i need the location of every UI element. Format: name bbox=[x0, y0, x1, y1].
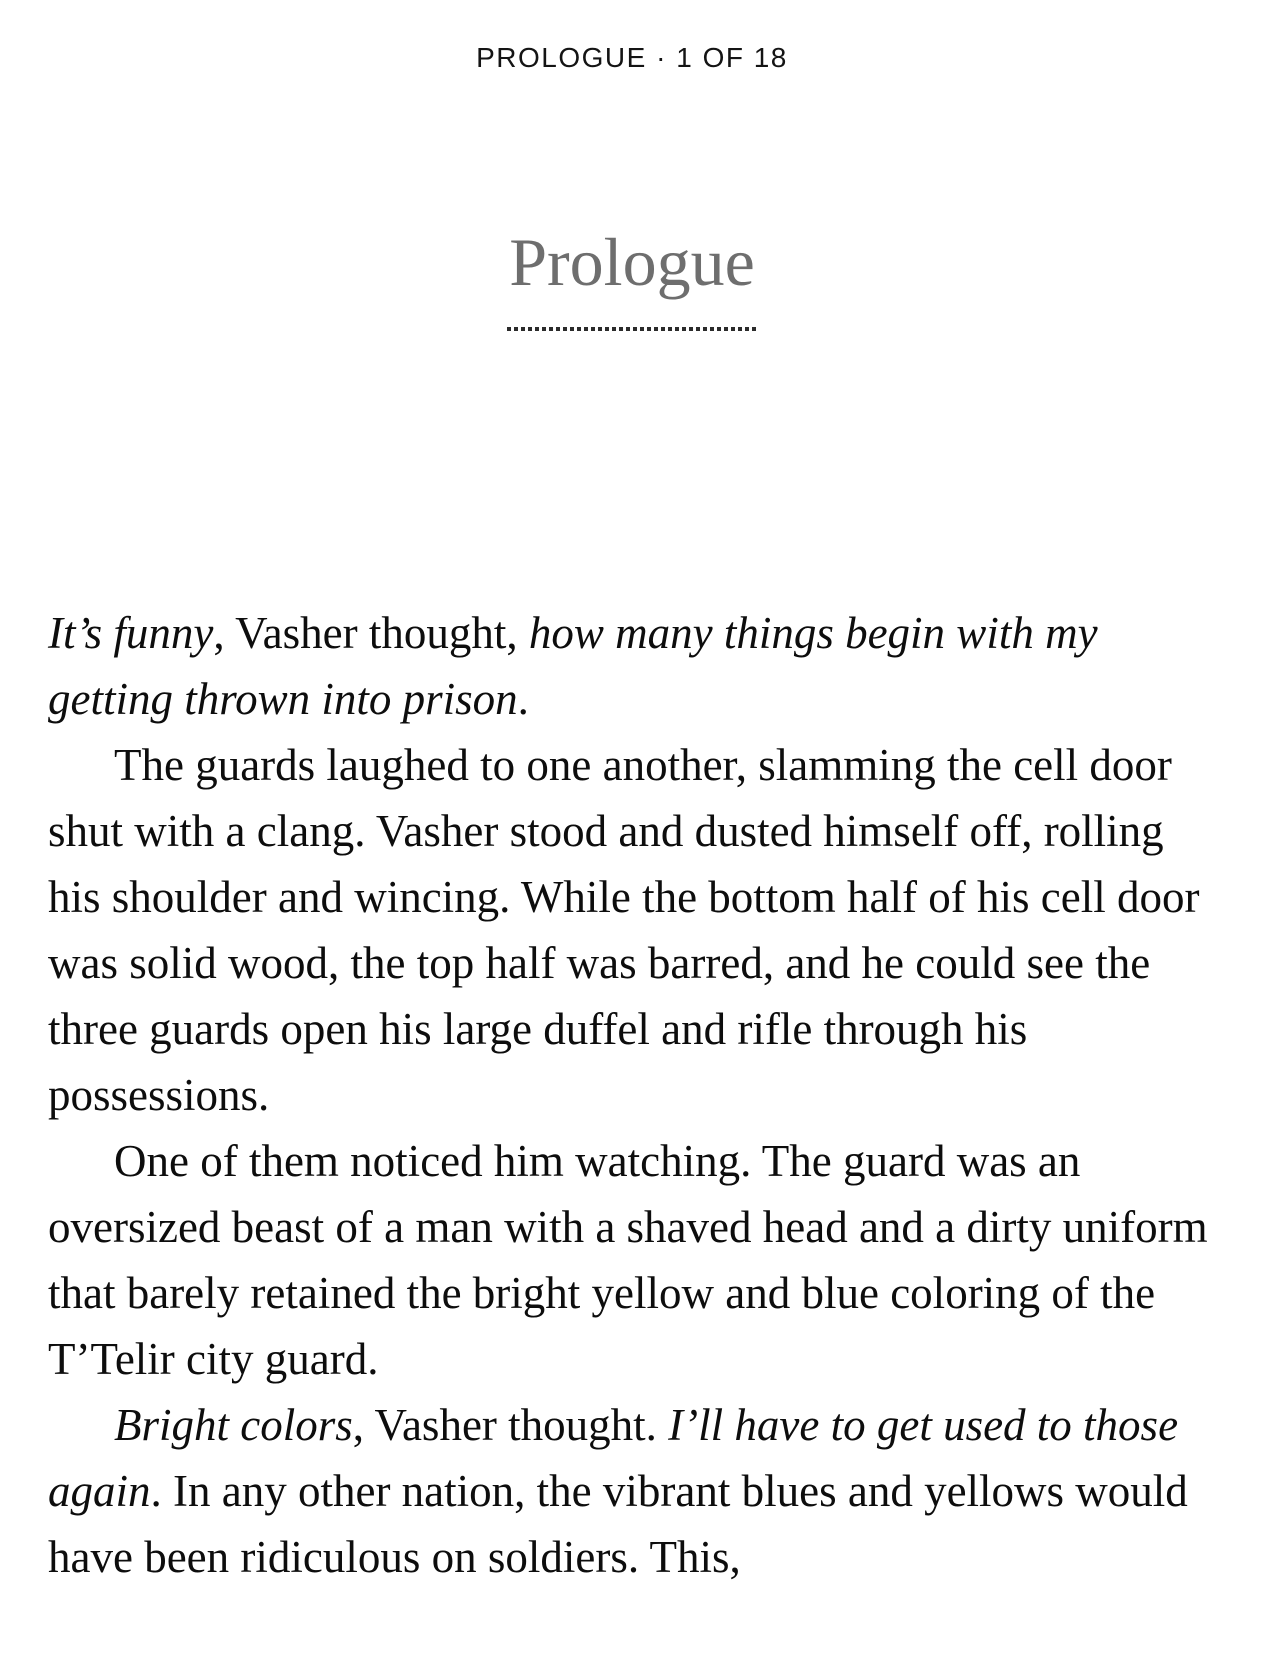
body-text bbox=[48, 600, 1220, 1590]
chapter-title: Prologue bbox=[509, 224, 755, 300]
text-segment: The guards laughed to one another, slamming the cell door shut with a clang. Vasher stood and dusted himself off, rolling his shoulder and wincing. While the bottom half of his cell door was solid wood, the top half was barred, and he could see the three guards open his large duffel and rifle through his possessions. bbox=[48, 740, 1200, 1120]
title-dotted-rule bbox=[507, 327, 757, 331]
text-segment: One of them noticed him watching. The guard was an oversized beast of a man with a shaved head and a dirty uniform that barely retained the bright yellow and blue coloring of the T’Telir city guard. bbox=[48, 1136, 1208, 1384]
paragraph bbox=[48, 1392, 1220, 1590]
running-header: PROLOGUE · 1 OF 18 bbox=[476, 42, 788, 73]
text-segment: I’ll have to get used to those again bbox=[48, 1400, 1179, 1516]
text-segment: It’s funny bbox=[48, 608, 214, 658]
text-segment: . bbox=[517, 674, 529, 724]
paragraph bbox=[48, 732, 1220, 1128]
text-segment: , Vasher thought. bbox=[352, 1400, 669, 1450]
text-segment: , Vasher thought, bbox=[213, 608, 529, 658]
text-segment: Bright colors bbox=[114, 1400, 353, 1450]
text-segment: . In any other nation, the vibrant blues and yellows would have been ridiculous on soldiers. This, bbox=[48, 1466, 1188, 1582]
paragraph bbox=[48, 1128, 1220, 1392]
text-segment: how many things begin with my getting thrown into prison bbox=[48, 608, 1098, 724]
paragraph bbox=[48, 600, 1220, 732]
